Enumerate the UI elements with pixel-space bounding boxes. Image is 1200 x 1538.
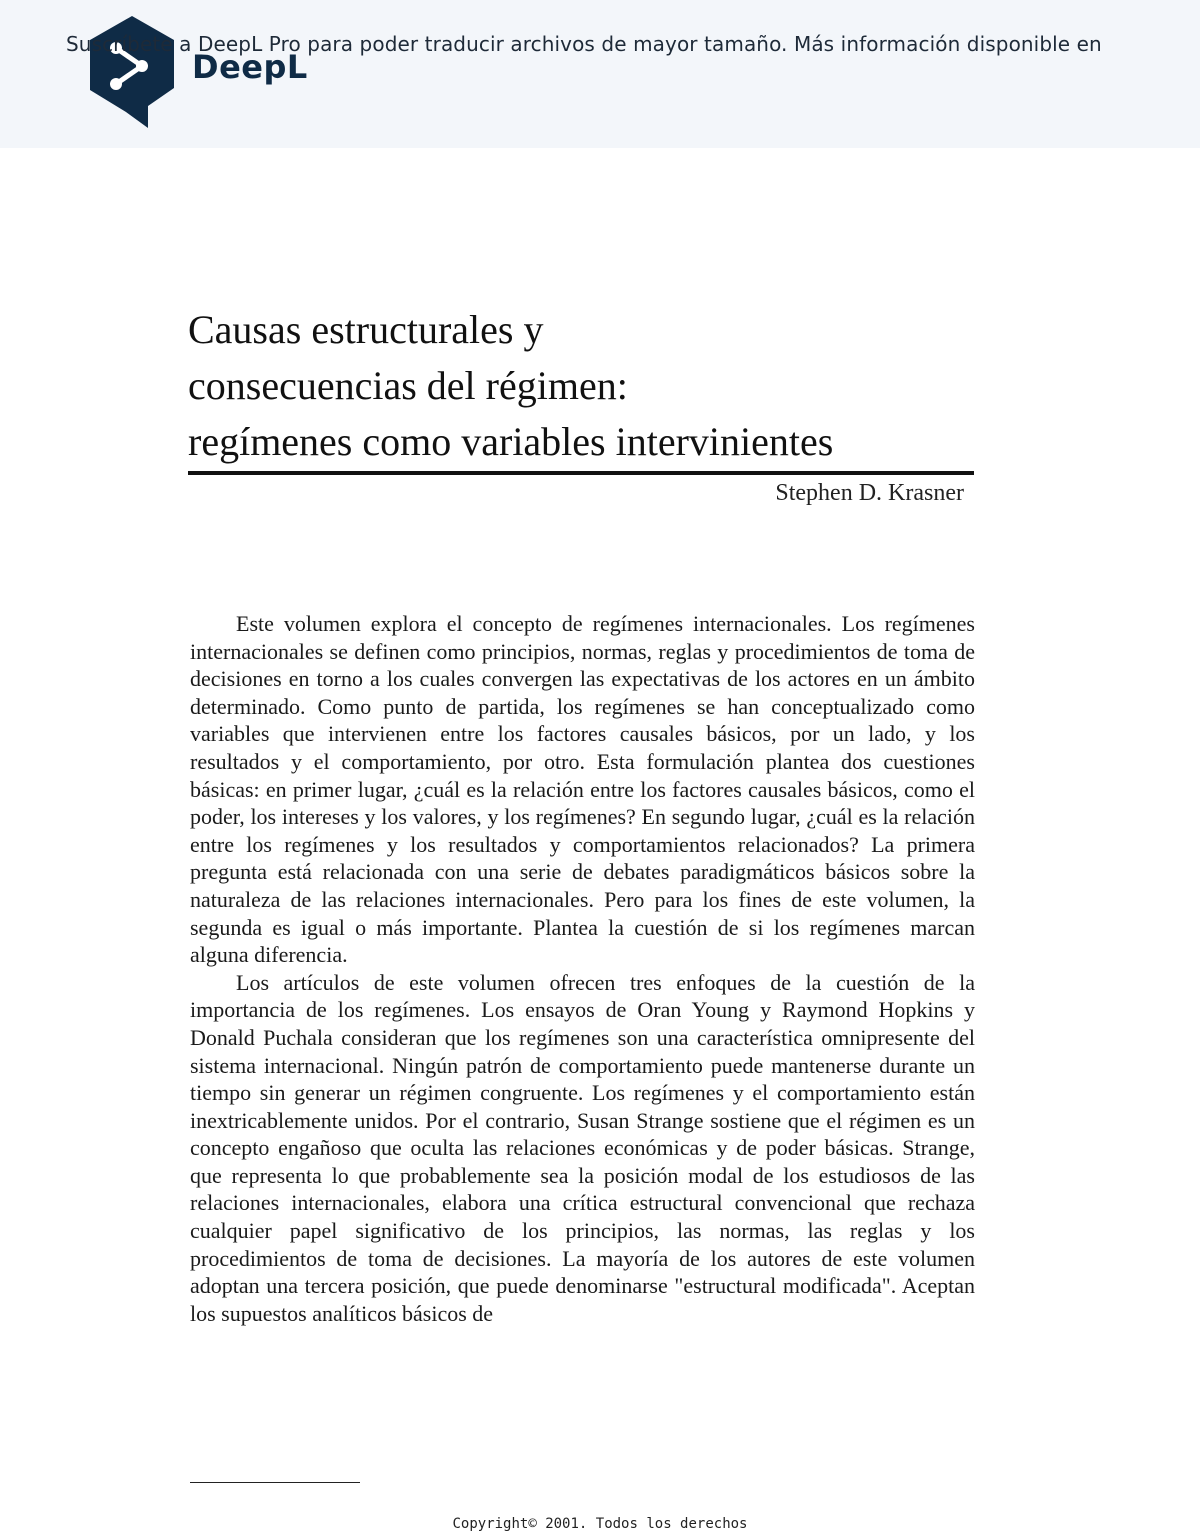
copyright-footer: Copyright© 2001. Todos los derechos <box>452 1516 748 1532</box>
paragraph: Los artículos de este volumen ofrecen tres enfoques de la cuestión de la importancia de los regímenes. Los ensayos de Oran Young y Raymond Hopkins y Donald Puchala consideran que los regímenes son una característica omnipresente del sistema internacional. Ningún patrón de comportamiento puede mantenerse durante un tiempo sin generar un régimen congruente. Los regímenes y el comportamiento están inextricablemente unidos. Por el contrario, Susan Strange sostiene que el régimen es un concepto engañoso que oculta las relaciones económicas y de poder básicas. Strange, que representa lo que probablemente sea la posición modal de los estudiosos de las relaciones internacionales, elabora una crítica estructural convencional que rechaza cualquier papel significativo de los principios, las normas, las reglas y los procedimientos de toma de decisiones. La mayoría de los autores de este volumen adoptan una tercera posición, que puede denominarse "estructural modificada". Aceptan los supuestos analíticos básicos de <box>190 969 975 1326</box>
title-divider <box>188 471 974 475</box>
upgrade-banner-text[interactable]: Suscríbete a DeepL Pro para poder traducir archivos de mayor tamaño. Más información disponible en <box>66 32 1102 56</box>
title-line: consecuencias del régimen: <box>188 363 628 408</box>
deepl-logo-word: DeepL <box>192 48 308 86</box>
paragraph: Este volumen explora el concepto de regímenes internacionales. Los regímenes internacionales se definen como principios, normas, reglas y procedimientos de toma de decisiones en torno a los cuales convergen las expectativas de los actores en un ámbito determinado. Como punto de partida, los regímenes se han conceptualizado como variables que intervienen entre los factores causales básicos, por un lado, y los resultados y el comportamiento, por otro. Esta formulación plantea dos cuestiones básicas: en primer lugar, ¿cuál es la relación entre los factores causales básicos, como el poder, los intereses y los valores, y los regímenes? En segundo lugar, ¿cuál es la relación entre los regímenes y los resultados y comportamientos relacionados? La primera pregunta está relacionada con una serie de debates paradigmáticos básicos sobre la naturaleza de las relaciones internacionales. Pero para los fines de este volumen, la segunda es igual o más importante. Plantea la cuestión de si los regímenes marcan alguna diferencia. <box>190 611 975 968</box>
footnote-divider <box>190 1482 360 1483</box>
document-title <box>188 302 988 470</box>
article-body <box>190 610 975 1327</box>
deepl-banner <box>0 0 1200 148</box>
title-line: Causas estructurales y <box>188 307 544 352</box>
title-line: regímenes como variables intervinientes <box>188 419 834 464</box>
author-name: Stephen D. Krasner <box>775 480 964 506</box>
